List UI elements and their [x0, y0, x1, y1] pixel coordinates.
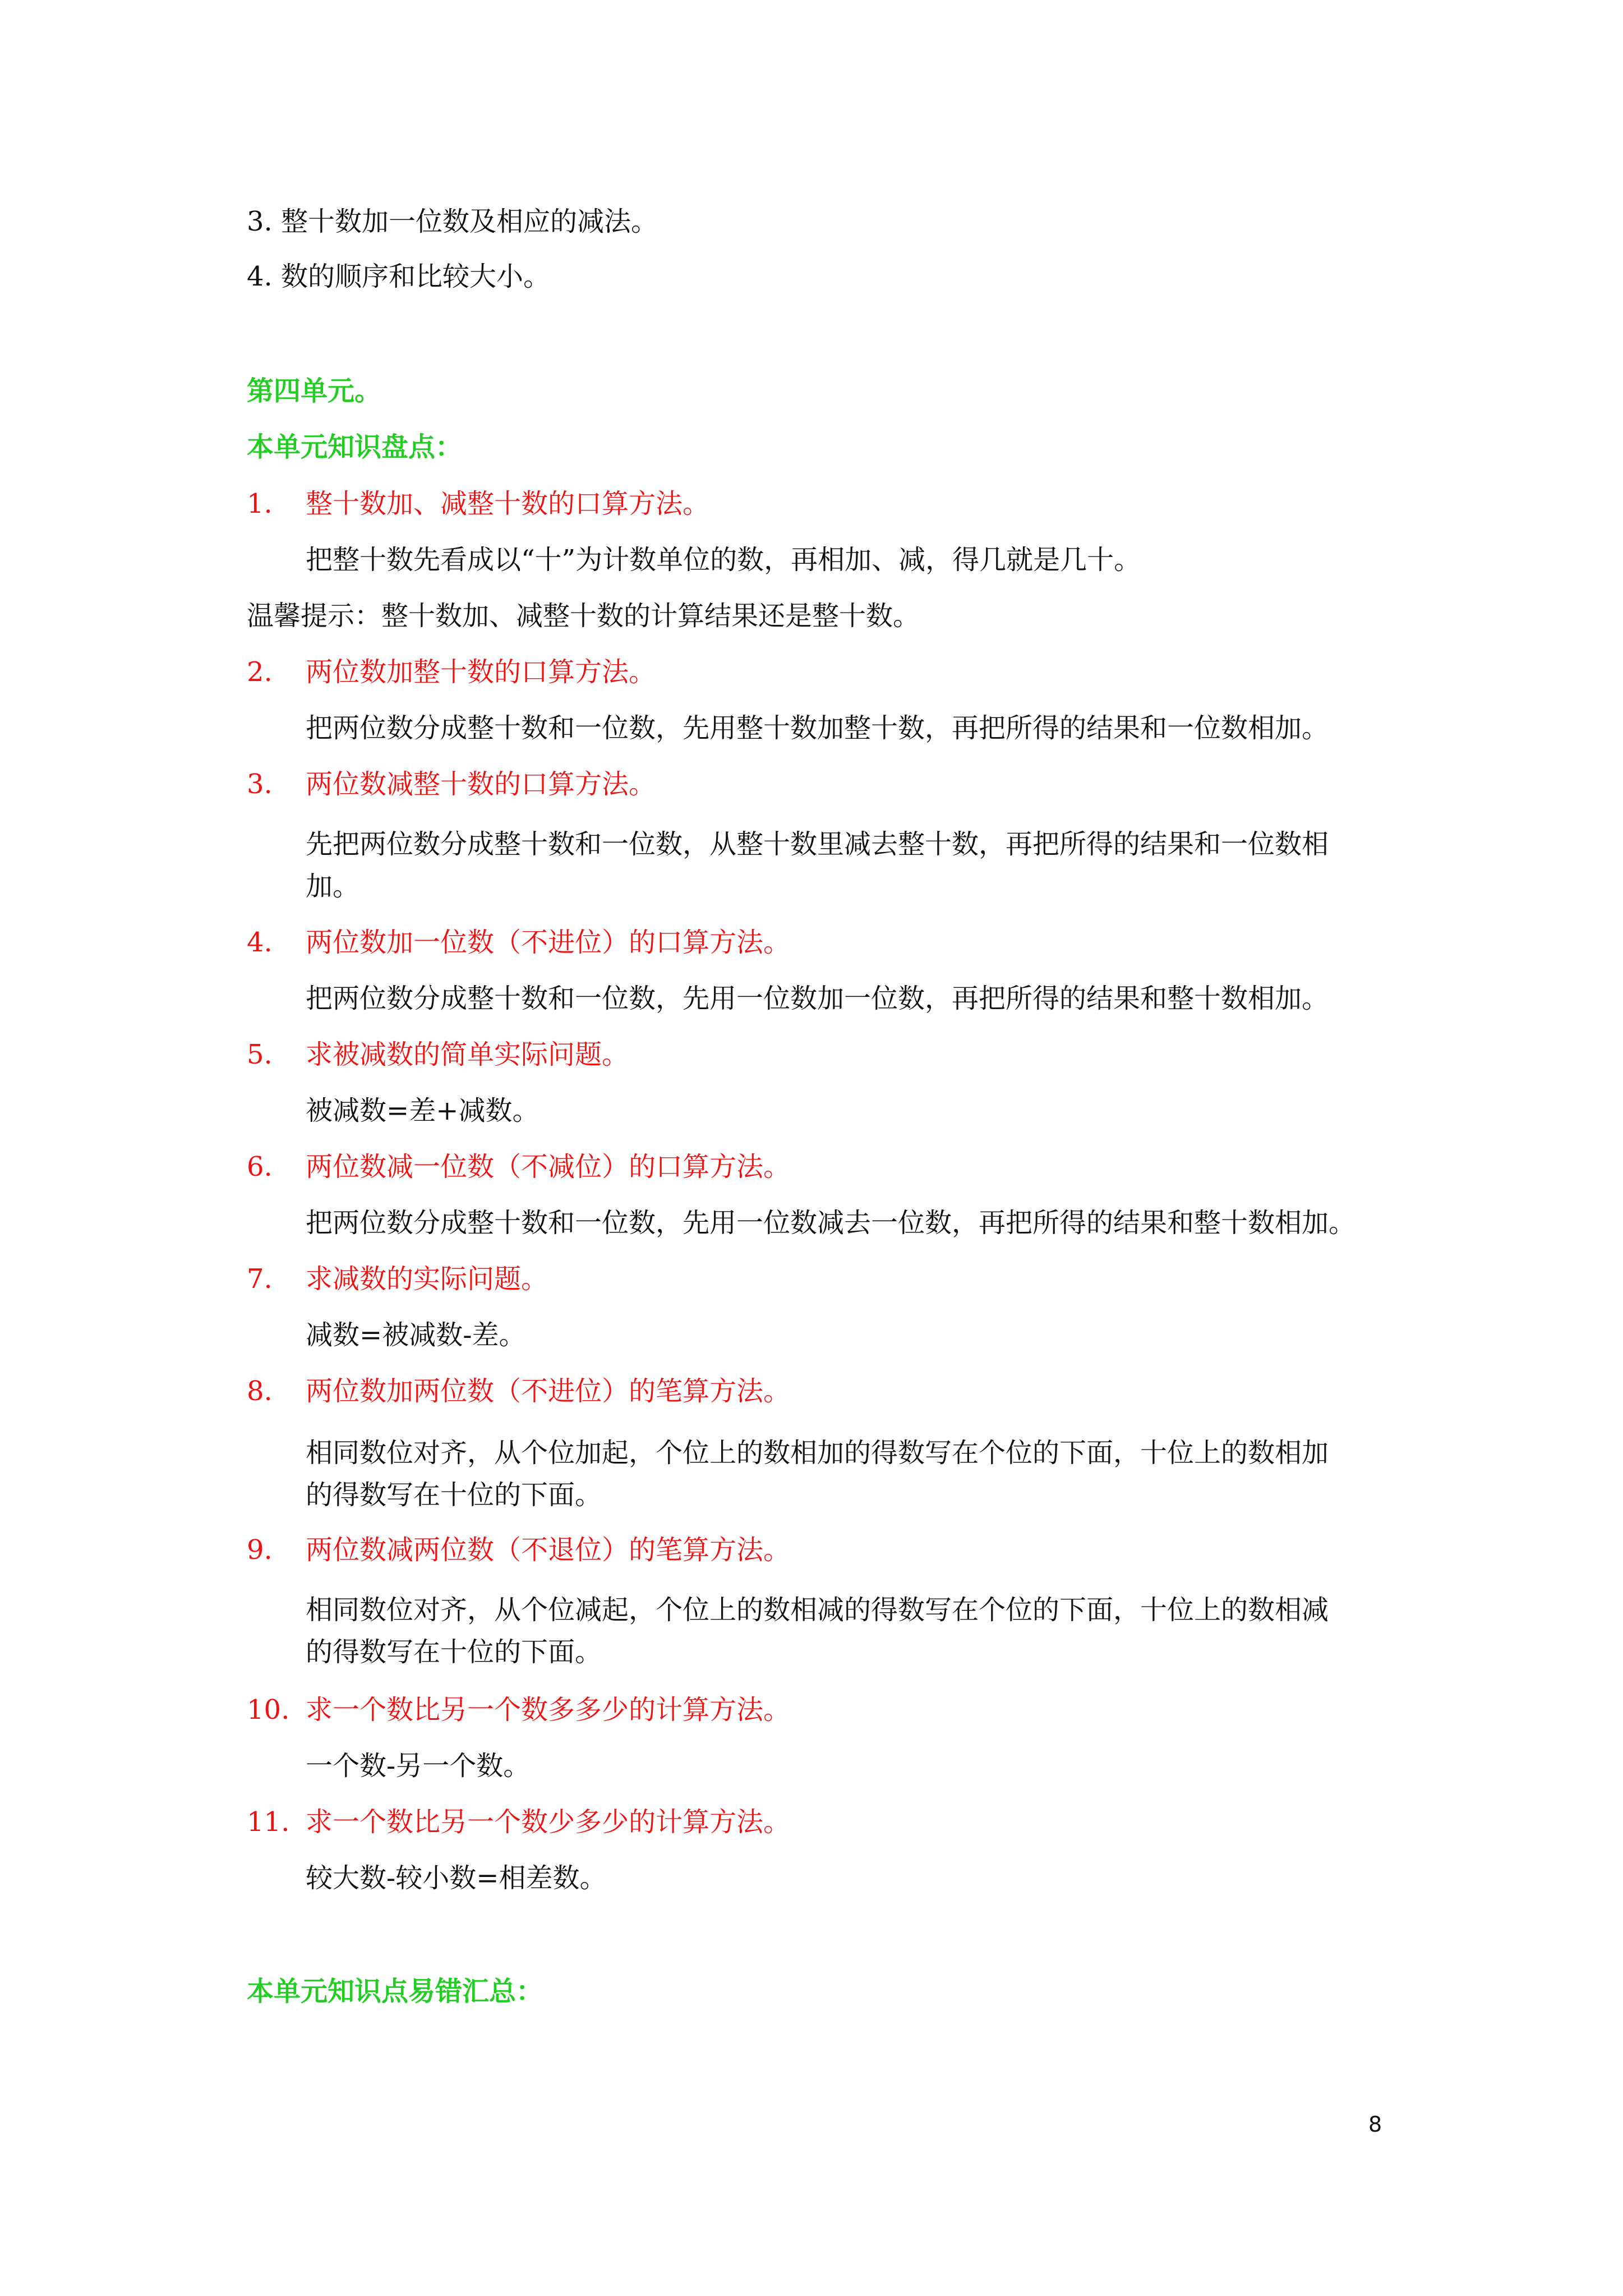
point-1 — [0, 487, 1623, 521]
point-4 — [0, 926, 1623, 959]
point-number: 2. — [247, 656, 273, 688]
point-9 — [0, 1533, 1623, 1567]
point-title: 两位数加一位数（不进位）的口算方法。 — [306, 927, 791, 958]
point-title: 求一个数比另一个数多多少的计算方法。 — [306, 1694, 791, 1726]
point-number: 6. — [247, 1151, 273, 1182]
point-number: 7. — [247, 1263, 273, 1295]
point-body: 把两位数分成整十数和一位数，先用一位数减去一位数，再把所得的结果和整十数相加。 — [306, 1207, 1356, 1239]
point-number: 5. — [247, 1039, 273, 1070]
point-5 — [0, 1038, 1623, 1071]
point-body: 把两位数分成整十数和一位数，先用一位数加一位数，再把所得的结果和整十数相加。 — [306, 983, 1329, 1014]
point-title: 求减数的实际问题。 — [306, 1263, 548, 1295]
tip-text: 温馨提示：整十数加、减整十数的计算结果还是整十数。 — [247, 600, 920, 632]
point-number: 9. — [247, 1534, 273, 1566]
section-title: 本单元知识盘点： — [247, 431, 463, 463]
intro-item-3: 3. 整十数加一位数及相应的减法。 — [247, 206, 658, 237]
point-title: 两位数加两位数（不进位）的笔算方法。 — [306, 1375, 791, 1407]
point-2 — [0, 655, 1623, 689]
point-number: 4. — [247, 927, 273, 958]
point-11 — [0, 1805, 1623, 1839]
point-body: 被减数=差+减数。 — [306, 1095, 540, 1126]
point-number: 11. — [247, 1806, 290, 1838]
point-number: 3. — [247, 769, 273, 800]
point-3 — [0, 767, 1623, 801]
point-title: 两位数减两位数（不退位）的笔算方法。 — [306, 1534, 791, 1566]
point-title: 两位数加整十数的口算方法。 — [306, 656, 656, 688]
unit-title: 第四单元。 — [247, 375, 382, 407]
point-number: 8. — [247, 1375, 273, 1407]
point-number: 10. — [247, 1694, 290, 1726]
point-title: 整十数加、减整十数的口算方法。 — [306, 488, 710, 519]
point-title: 求一个数比另一个数少多少的计算方法。 — [306, 1806, 791, 1838]
point-body: 把两位数分成整十数和一位数，先用整十数加整十数，再把所得的结果和一位数相加。 — [306, 712, 1329, 744]
point-body: 相同数位对齐，从个位减起，个位上的数相减的得数写在个位的下面，十位上的数相减 — [306, 1594, 1329, 1626]
page-number: 8 — [1368, 2112, 1382, 2137]
point-body: 加。 — [306, 871, 360, 902]
point-body: 把整十数先看成以“十”为计数单位的数，再相加、减，得几就是几十。 — [306, 544, 1141, 576]
point-body: 的得数写在十位的下面。 — [306, 1636, 602, 1668]
point-body: 先把两位数分成整十数和一位数，从整十数里减去整十数，再把所得的结果和一位数相 — [306, 829, 1329, 860]
point-title: 求被减数的简单实际问题。 — [306, 1039, 629, 1070]
point-8 — [0, 1374, 1623, 1408]
point-6 — [0, 1150, 1623, 1184]
point-body: 相同数位对齐，从个位加起，个位上的数相加的得数写在个位的下面，十位上的数相加 — [306, 1437, 1329, 1469]
point-7 — [0, 1262, 1623, 1296]
point-number: 1. — [247, 488, 273, 519]
error-summary-title: 本单元知识点易错汇总： — [247, 1976, 543, 2007]
point-10 — [0, 1693, 1623, 1727]
point-title: 两位数减整十数的口算方法。 — [306, 769, 656, 800]
point-title: 两位数减一位数（不减位）的口算方法。 — [306, 1151, 791, 1182]
point-body: 减数=被减数-差。 — [306, 1319, 526, 1351]
point-body: 一个数-另一个数。 — [306, 1750, 531, 1782]
intro-item-4: 4. 数的顺序和比较大小。 — [247, 261, 551, 292]
point-body: 的得数写在十位的下面。 — [306, 1479, 602, 1511]
point-body: 较大数-较小数=相差数。 — [306, 1862, 607, 1894]
